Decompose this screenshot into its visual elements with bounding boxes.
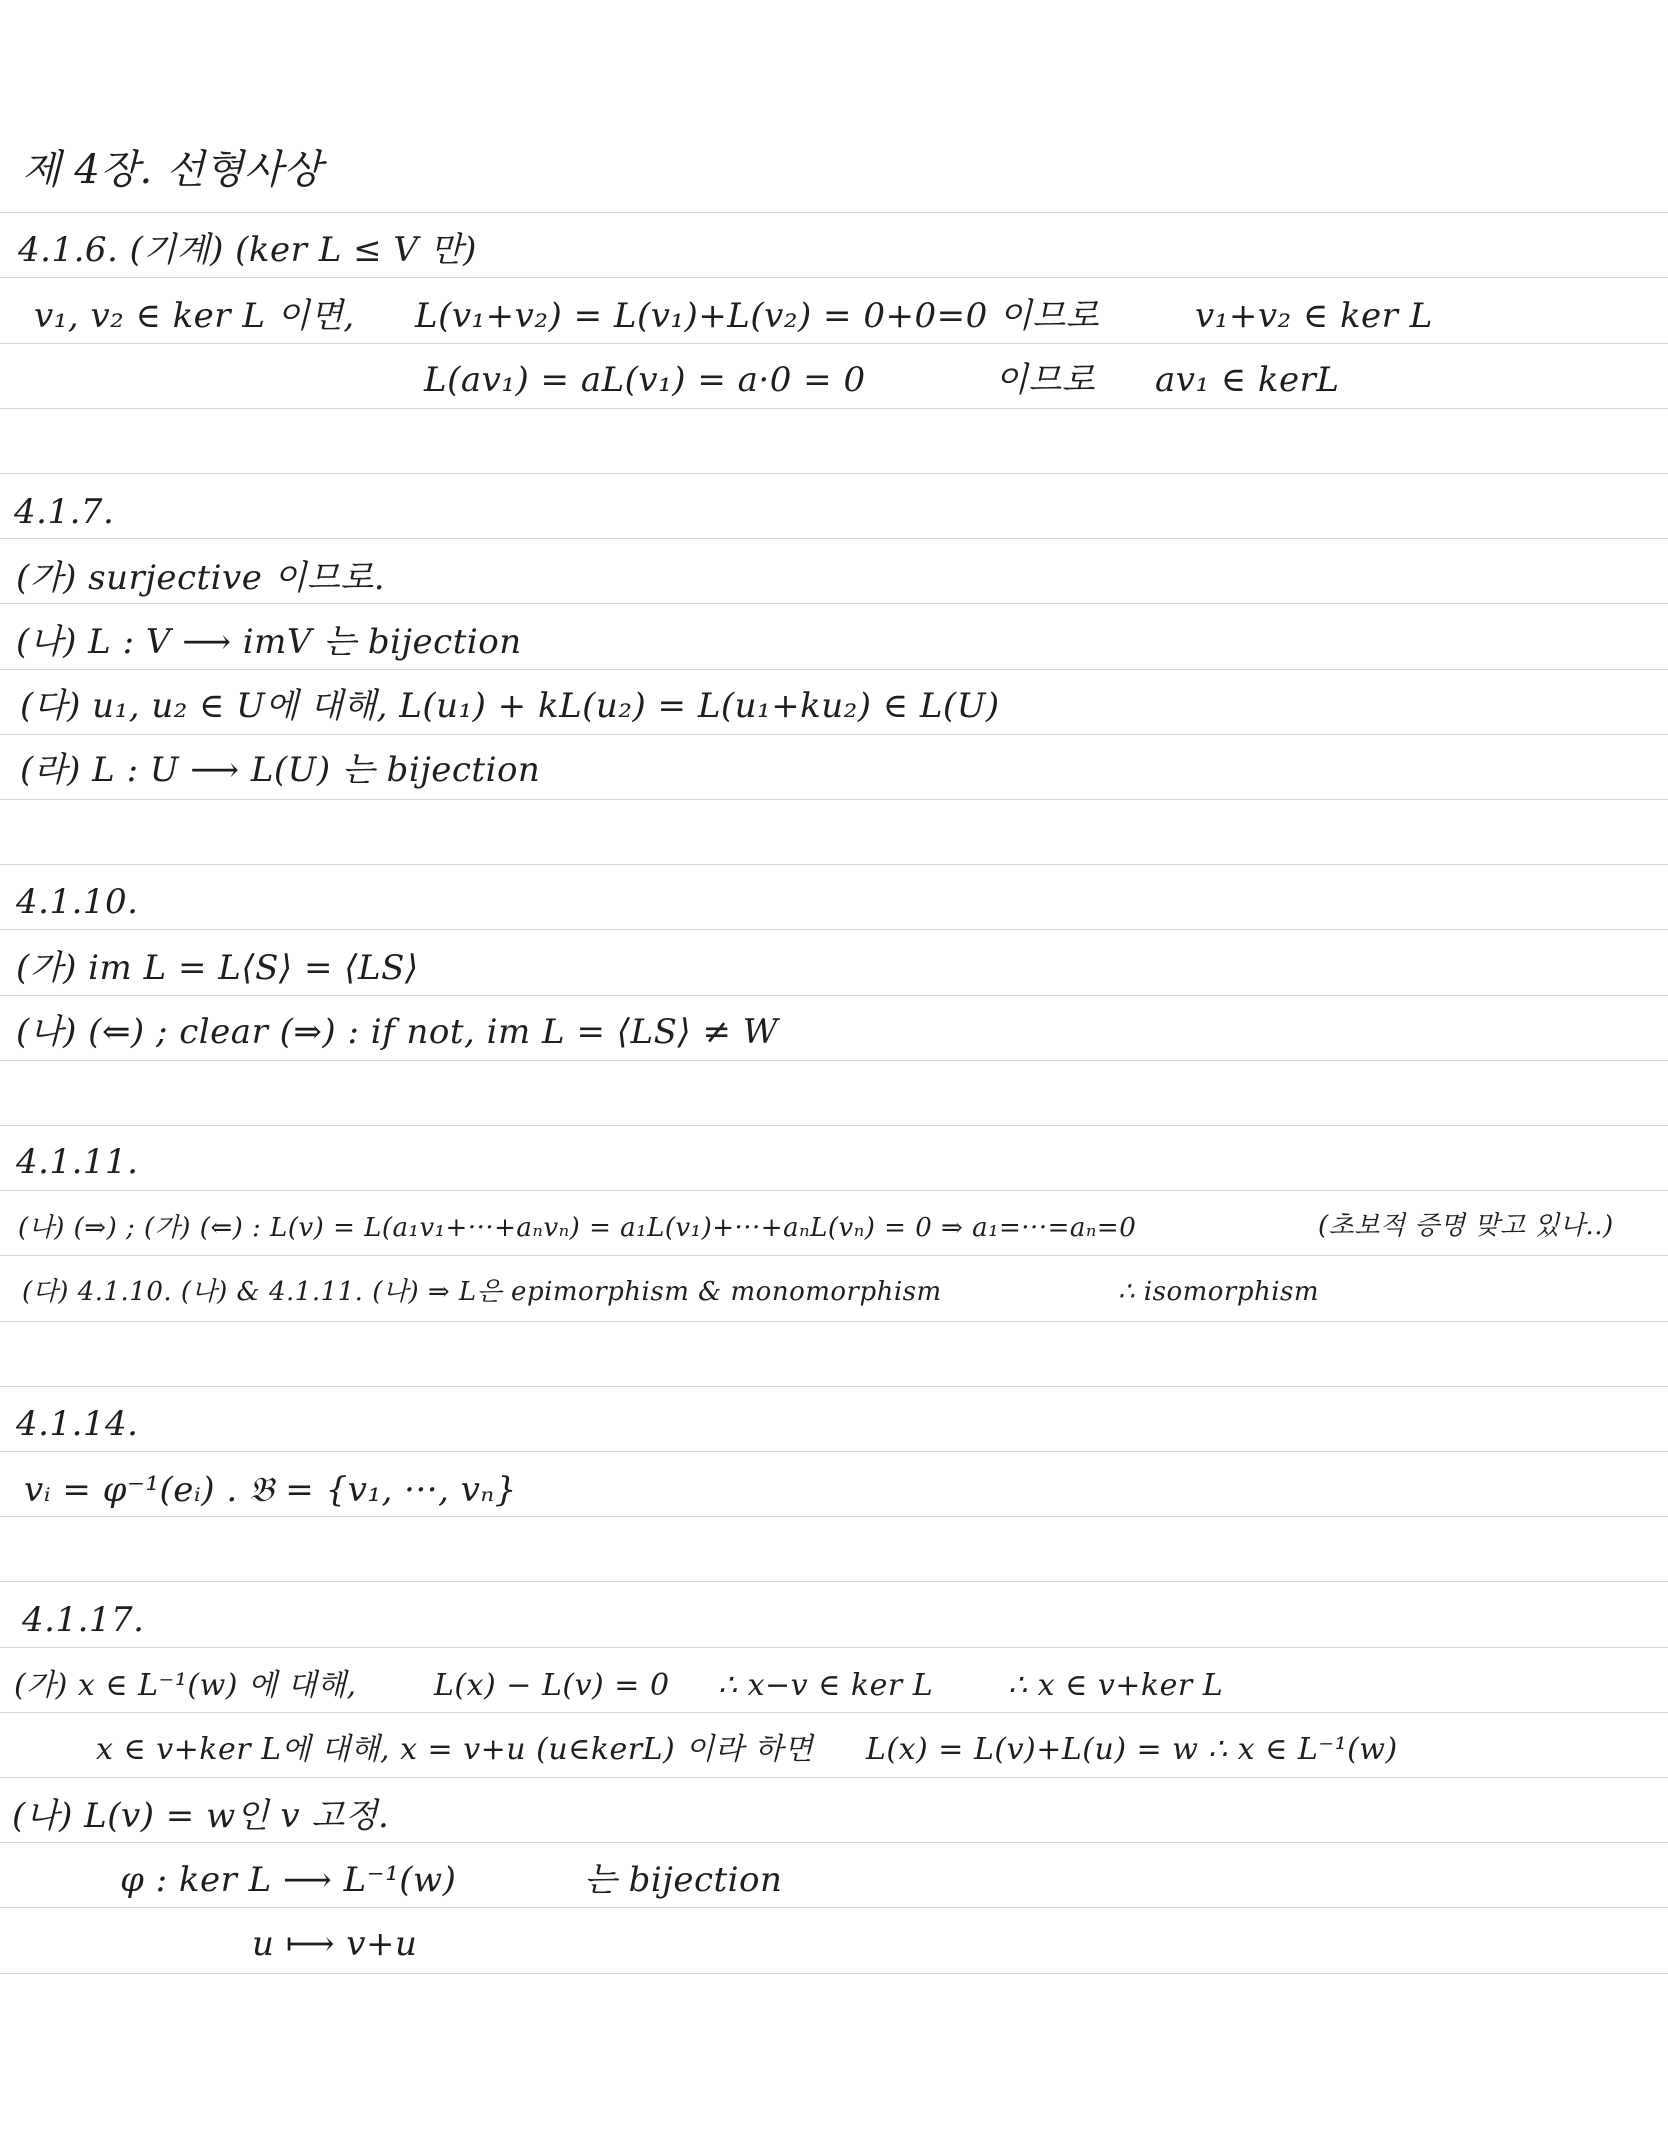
ruled-line xyxy=(0,864,1668,865)
proof-line: ∴ x ∈ v+ker L xyxy=(1008,1668,1224,1703)
proof-line: (나) (⇐) ; clear (⇒) : if not, im L = ⟨LS⟩ ≠ W xyxy=(16,1012,779,1052)
proof-line: L(x) − L(v) = 0 xyxy=(434,1668,670,1703)
proof-line: L(v₁+v₂) = L(v₁)+L(v₂) = 0+0=0 이므로 xyxy=(415,296,1100,336)
proof-line: L(x) = L(v)+L(u) = w xyxy=(866,1732,1199,1767)
proof-line: (나) L : V ⟶ imV 는 bijection xyxy=(16,622,522,662)
ruled-line xyxy=(0,1516,1668,1517)
ruled-line xyxy=(0,538,1668,539)
ruled-line xyxy=(0,1581,1668,1582)
proof-line: ∴ x−v ∈ ker L xyxy=(718,1668,934,1703)
ruled-line xyxy=(0,995,1668,996)
section-heading-4-1-14: 4.1.14. xyxy=(16,1404,139,1444)
section-heading-4-1-6: 4.1.6. (기계) (ker L ≤ V 만) xyxy=(18,230,477,270)
ruled-line xyxy=(0,343,1668,344)
proof-line: (라) L : U ⟶ L(U) 는 bijection xyxy=(20,750,541,790)
ruled-line xyxy=(0,1451,1668,1452)
proof-line: 이므로 xyxy=(995,360,1096,400)
ruled-line xyxy=(0,1647,1668,1648)
proof-line: (나) (⇒) ; (가) (⇐) : L(v) = L(a₁v₁+···+aₙvₙ) = a₁L(v₁)+···+aₙL(vₙ) = 0 ⇒ a₁=···=aₙ=0 xyxy=(18,1213,1137,1243)
proof-line: x ∈ v+ker L에 대해, x = v+u (u∈kerL) 이라 하면 xyxy=(96,1732,814,1767)
section-heading-4-1-17: 4.1.17. xyxy=(22,1600,145,1640)
proof-line: L(av₁) = aL(v₁) = a·0 = 0 xyxy=(424,360,866,400)
proof-line: (가) surjective 이므로. xyxy=(16,558,385,598)
proof-line: (다) 4.1.10. (나) & 4.1.11. (나) ⇒ L은 epimorphism & monomorphism xyxy=(22,1277,942,1307)
ruled-line xyxy=(0,212,1668,213)
proof-line: av₁ ∈ kerL xyxy=(1155,360,1340,400)
ruled-line xyxy=(0,799,1668,800)
ruled-line xyxy=(0,1321,1668,1322)
ruled-line xyxy=(0,734,1668,735)
ruled-line xyxy=(0,408,1668,409)
ruled-line xyxy=(0,1255,1668,1256)
section-heading-4-1-7: 4.1.7. xyxy=(14,492,115,532)
ruled-line xyxy=(0,1060,1668,1061)
ruled-line xyxy=(0,1125,1668,1126)
proof-line: ∴ x ∈ L⁻¹(w) xyxy=(1208,1732,1398,1767)
ruled-line xyxy=(0,277,1668,278)
section-heading-4-1-11: 4.1.11. xyxy=(16,1142,139,1182)
ruled-line xyxy=(0,669,1668,670)
proof-line: (가) x ∈ L⁻¹(w) 에 대해, xyxy=(14,1668,357,1703)
proof-line: (다) u₁, u₂ ∈ U에 대해, L(u₁) + kL(u₂) = L(u₁+ku₂) ∈ L(U) xyxy=(20,686,1000,726)
proof-line: (가) im L = L⟨S⟩ = ⟨LS⟩ xyxy=(16,948,419,988)
ruled-line xyxy=(0,473,1668,474)
proof-line: ∴ isomorphism xyxy=(1118,1277,1320,1307)
proof-line: v₁+v₂ ∈ ker L xyxy=(1195,296,1433,336)
proof-line: φ : ker L ⟶ L⁻¹(w) xyxy=(120,1860,457,1900)
proof-line: 는 bijection xyxy=(584,1860,783,1900)
ruled-line xyxy=(0,1842,1668,1843)
ruled-line xyxy=(0,1386,1668,1387)
ruled-line xyxy=(0,1907,1668,1908)
proof-line: (나) L(v) = w인 v 고정. xyxy=(12,1796,390,1836)
page-title: 제 4장. 선형사상 xyxy=(22,147,323,193)
ruled-line xyxy=(0,1712,1668,1713)
section-heading-4-1-10: 4.1.10. xyxy=(16,882,139,922)
ruled-line xyxy=(0,1190,1668,1191)
proof-line: v₁, v₂ ∈ ker L 이면, xyxy=(34,296,355,336)
proof-line: vᵢ = φ⁻¹(eᵢ) . 𝔅 = {v₁, ···, vₙ} xyxy=(24,1470,517,1510)
proof-line: u ⟼ v+u xyxy=(252,1924,418,1964)
ruled-line xyxy=(0,603,1668,604)
ruled-line xyxy=(0,1777,1668,1778)
ruled-line xyxy=(0,1973,1668,1974)
ruled-line xyxy=(0,929,1668,930)
margin-note: (초보적 증명 맞고 있나..) xyxy=(1318,1211,1614,1241)
